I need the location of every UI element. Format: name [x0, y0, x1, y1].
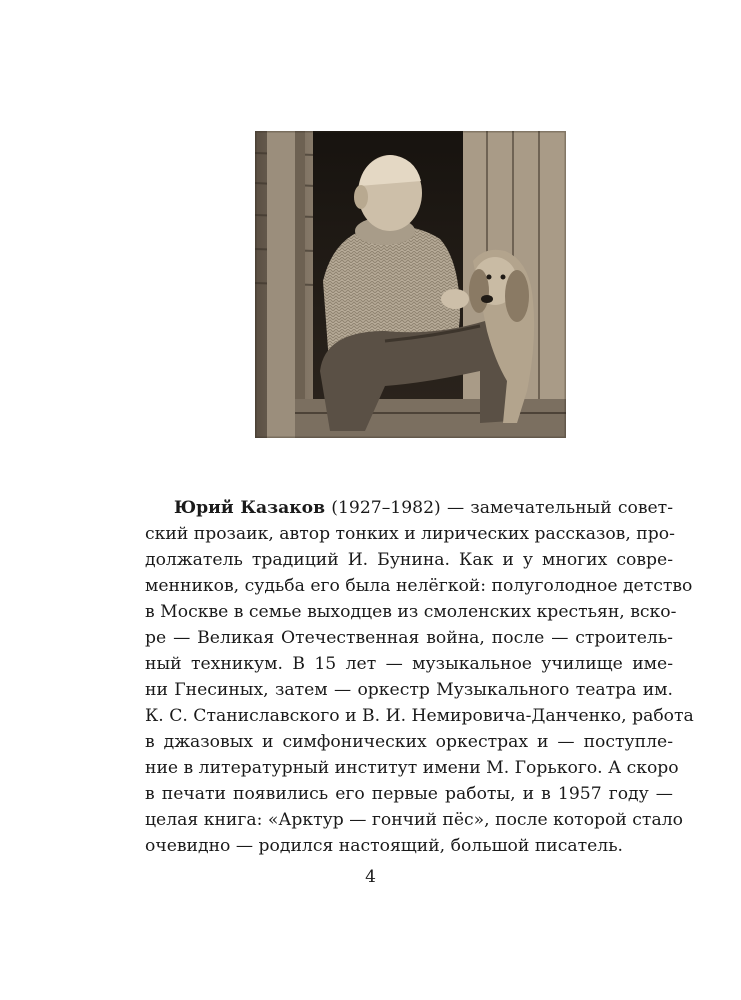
page-number: 4 [365, 867, 376, 887]
paragraph-line: очевидно — родился настоящий, большой писатель. [145, 836, 624, 856]
paragraph-line: К. С. Станиславского и В. И. Немировича-Данченко, работа [145, 706, 694, 726]
paragraph-line: целая книга: «Арктур — гончий пёс», после которой стало [145, 810, 683, 830]
paragraph-line: ни Гнесиных, затем — оркестр Музыкального театра им. [145, 680, 673, 700]
paragraph-line-1-text: (1927–1982) — замечательный совет- [325, 498, 673, 518]
author-photo [255, 131, 566, 438]
paragraph-line: ный техникум. В 15 лет — музыкальное училище име- [145, 654, 673, 674]
paragraph-line [145, 495, 673, 521]
paragraph-line: должатель традиций И. Бунина. Как и у многих совре- [145, 550, 673, 570]
paragraph-line: ский прозаик, автор тонких и лирических рассказов, про- [145, 524, 675, 544]
paragraph-line: в Москве в семье выходцев из смоленских крестьян, вско- [145, 602, 677, 622]
author-name: Юрий Казаков [174, 498, 326, 518]
paragraph-line: менников, судьба его была нелёгкой: полуголодное детство [145, 576, 693, 596]
paragraph-line: ние в литературный институт имени М. Горького. А скоро [145, 758, 679, 778]
bio-paragraph [145, 495, 694, 859]
paragraph-line: ре — Великая Отечественная война, после — строитель- [145, 628, 673, 648]
paragraph-line: в джазовых и симфонических оркестрах и — поступле- [145, 732, 673, 752]
paragraph-line: в печати появились его первые работы, и в 1957 году — [145, 784, 673, 804]
